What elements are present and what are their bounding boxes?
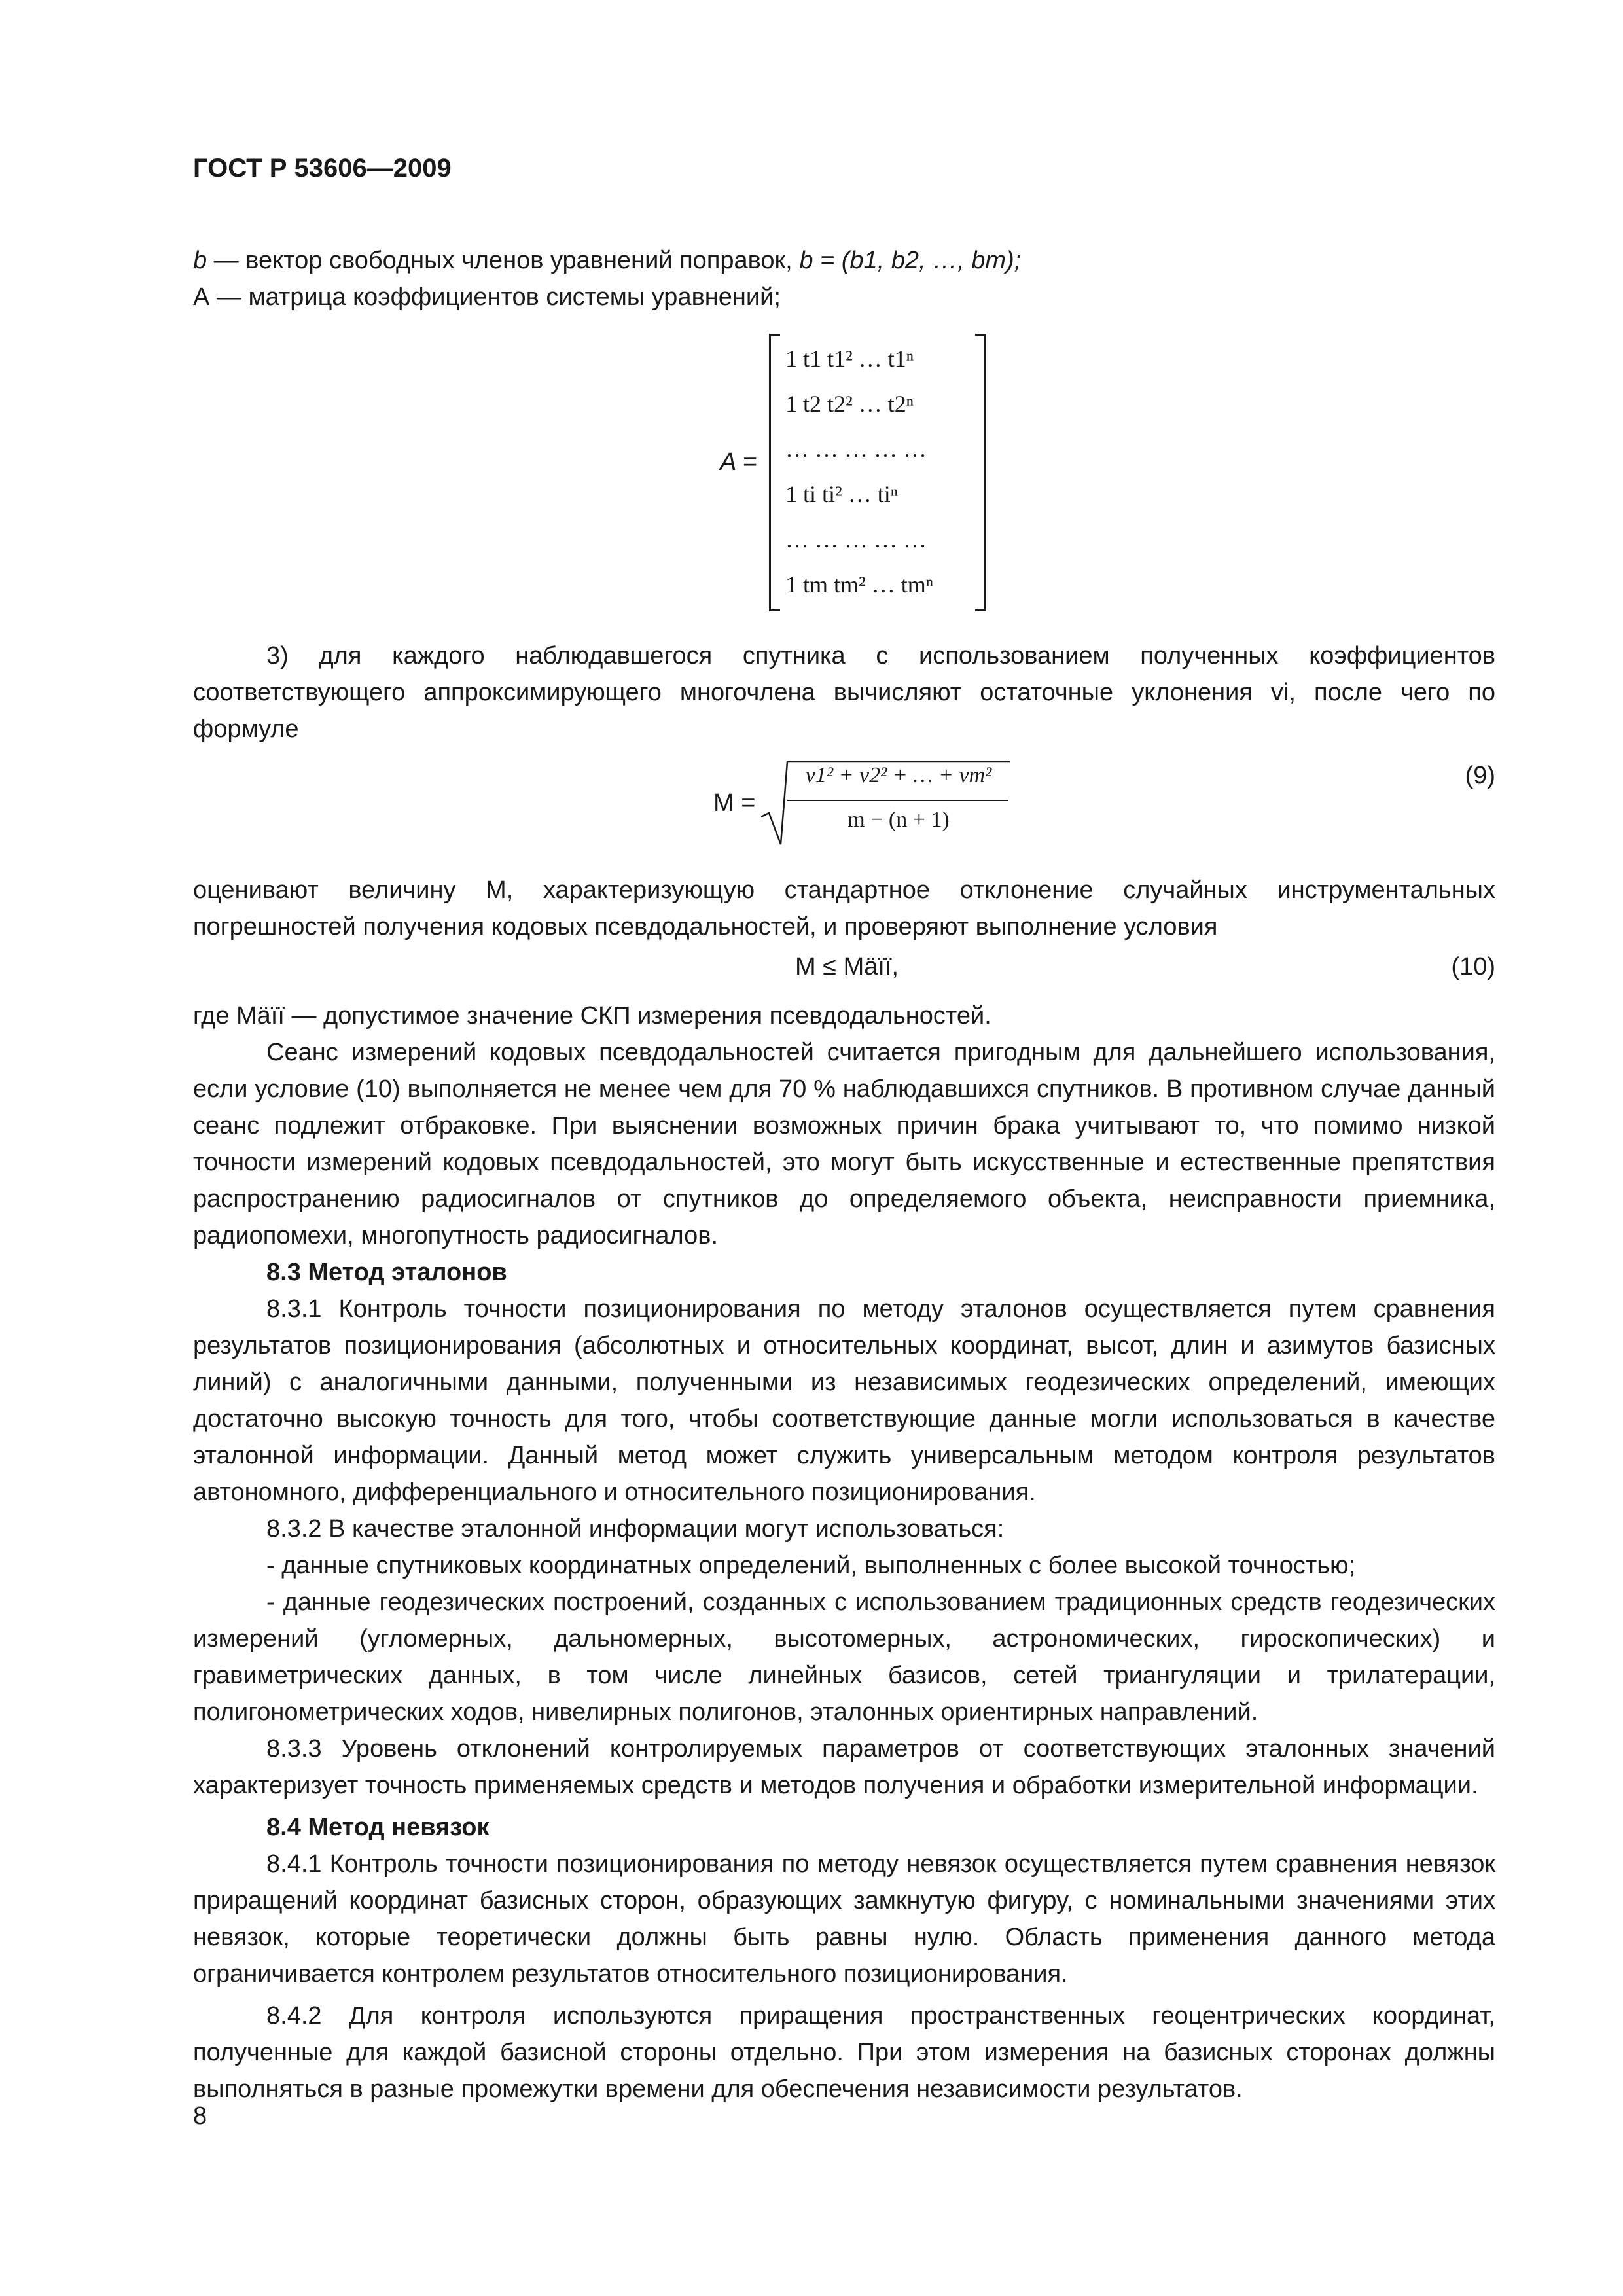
formula-9-number: (9): [1465, 762, 1495, 789]
matrix-right-bracket: [975, 334, 986, 611]
section-8-4-2: 8.4.2 Для контроля используются приращения пространственных геоцентрических координат, полученные для каждой базисной стороны отдельно. При этом измерения на базисных сторонах должны выполняться в разные промежутки времени для обеспечения независимости результатов.: [193, 2002, 1495, 2103]
matrix-row: 1 tm tm² … tmⁿ: [785, 571, 934, 598]
matrix-rows: [785, 336, 975, 607]
matrix-label: A =: [720, 448, 757, 476]
definition-b-text: — вектор свободных членов уравнений поправок,: [213, 247, 793, 274]
formula-10-expression: M ≤ Mäïï,: [795, 953, 899, 980]
formula-9: [193, 757, 1495, 855]
b-symbol: b: [193, 247, 207, 274]
section-8-4-title: 8.4 Метод невязок: [266, 1814, 490, 1841]
list-item: - данные геодезических построений, созданных с использованием традиционных средств геодезических измерений (угломерных, дальномерных, высотомерных, астрономических, гироскопических) и гравиметрических данных, в том числе линейных базисов, сетей триангуляции и трилатерации, полигонометрических ходов, нивелирных полигонов, эталонных ориентирных направлений.: [193, 1588, 1495, 1726]
matrix-row: … … … … …: [785, 436, 927, 462]
formula-10: [193, 945, 1495, 997]
document-header: ГОСТ Р 53606—2009: [193, 154, 452, 183]
definition-b: [193, 242, 1495, 279]
definition-a: А — матрица коэффициентов системы уравнений;: [193, 283, 781, 311]
where-line: где Мäïï — допустимое значение СКП измерения псевдодальностей.: [193, 1002, 991, 1030]
matrix-a: [193, 327, 1495, 615]
section-8-3-title: 8.3 Метод эталонов: [266, 1259, 507, 1286]
step-3-paragraph: 3) для каждого наблюдавшегося спутника с использованием полученных коэффициентов соответствующего аппроксимирующего многочлена вычисляют остаточные уклонения vi, после чего по формуле: [193, 642, 1495, 743]
formula-9-label: M =: [713, 789, 756, 817]
section-8-3-3: 8.3.3 Уровень отклонений контролируемых параметров от соответствующих эталонных значений характеризует точность применяемых средств и методов получения и обработки измерительной информации.: [193, 1735, 1495, 1799]
session-paragraph: Сеанс измерений кодовых псевдодальностей считается пригодным для дальнейшего использования, если условие (10) выполняется не менее чем для 70 % наблюдавшихся спутников. В противном случае данный сеанс подлежит отбраковке. При выяснении возможных причин брака учитывают то, что помимо низкой точности измерений кодовых псевдодальностей, это могут быть искусственные и естественные препятствия распространению радиосигналов от спутников до определяемого объекта, неисправности приемника, радиопомехи, многопутность радиосигналов.: [193, 1039, 1495, 1249]
formula-9-fraction-bar: [787, 800, 1008, 801]
section-8-3-2: 8.3.2 В качестве эталонной информации могут использоваться:: [266, 1515, 1005, 1543]
section-8-4-1: 8.4.1 Контроль точности позиционирования по методу невязок осуществляется путем сравнения невязок приращений координат базисных сторон, образующих замкнутую фигуру, с номинальными значениями этих невязок, которые теоретически должны быть равны нулю. Область применения данного метода ограничивается контролем результатов относительного позиционирования.: [193, 1850, 1495, 1988]
matrix-row: … … … … …: [785, 526, 927, 552]
matrix-row: 1 t2 t2² … t2ⁿ: [785, 391, 914, 417]
page-number: 8: [193, 2102, 207, 2130]
section-8-3-1: 8.3.1 Контроль точности позиционирования по методу эталонов осуществляется путем сравнения результатов позиционирования (абсолютных и относительных координат, высот, длин и азимутов базисных линий) с аналогичными данными, полученными из независимых геодезических определений, имеющих достаточно высокую точность для того, чтобы соответствующие данные могли использоваться в качестве эталонной информации. Данный метод может служить универсальным методом контроля результатов автономного, дифференциального и относительного позиционирования.: [193, 1295, 1495, 1506]
list-item: - данные спутниковых координатных определений, выполненных с более высокой точностью;: [266, 1552, 1356, 1579]
matrix-left-bracket: [769, 334, 780, 611]
formula-9-denominator: m − (n + 1): [847, 808, 950, 832]
b-vector: b = (b1, b2, …, bm);: [799, 247, 1022, 274]
matrix-row: 1 ti ti² … tiⁿ: [785, 481, 899, 507]
document-page: [193, 154, 1495, 2108]
after-formula-9-paragraph: оценивают величину М, характеризующую стандартное отклонение случайных инструментальных погрешностей получения кодовых псевдодальностей, и проверяют выполнение условия: [193, 876, 1495, 941]
formula-9-numerator: v1² + v2² + … + vm²: [805, 763, 992, 787]
formula-10-number: (10): [1451, 953, 1495, 980]
matrix-row: 1 t1 t1² … t1ⁿ: [785, 346, 914, 372]
